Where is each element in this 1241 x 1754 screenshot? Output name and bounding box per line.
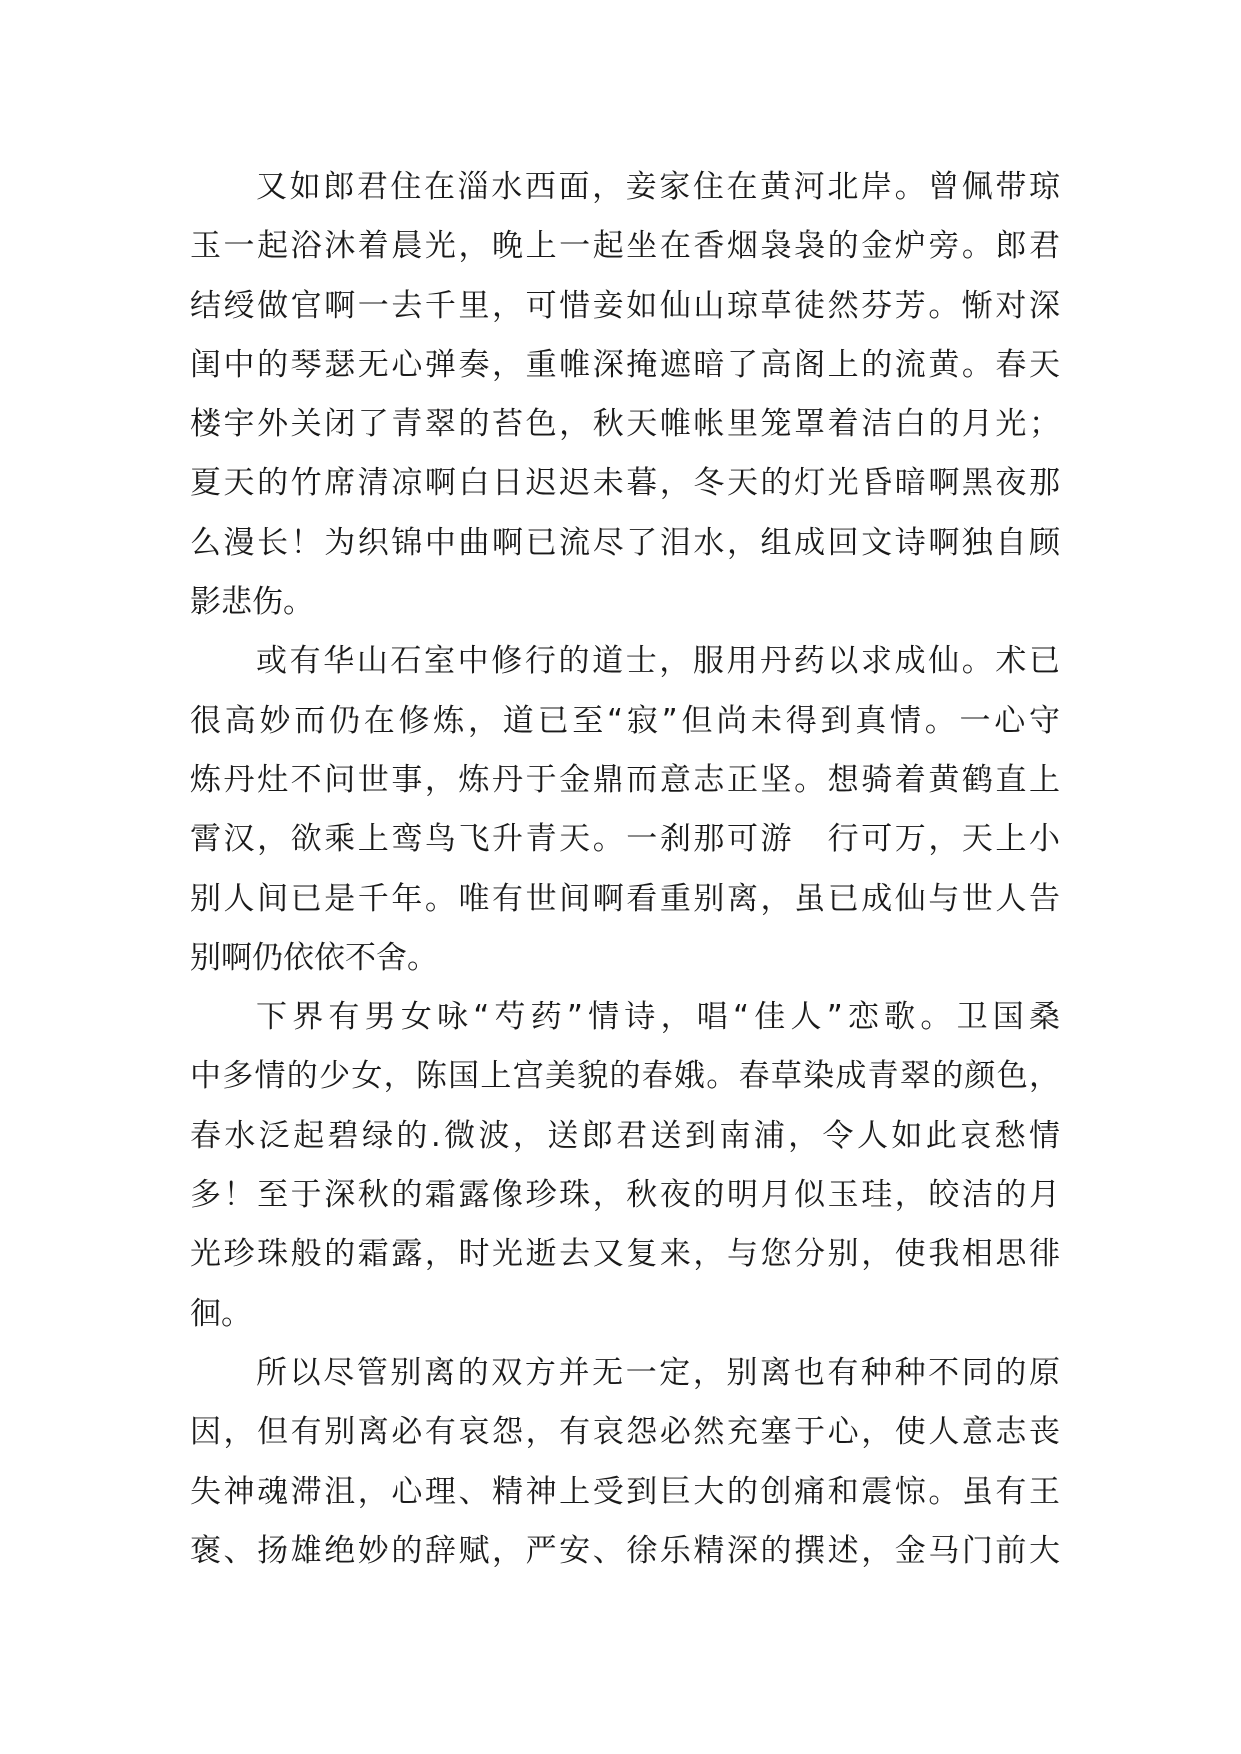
text-line: 失神魂滞沮，心理、精神上受到巨大的创痛和震惊。虽有王 xyxy=(190,1473,1060,1510)
paragraph-4 xyxy=(190,1344,1060,1581)
text-line: 徊。 xyxy=(190,1295,252,1332)
text-line: 光珍珠般的霜露，时光逝去又复来，与您分别，使我相思徘 xyxy=(190,1236,1060,1273)
text-line: 炼丹灶不问世事，炼丹于金鼎而意志正坚。想骑着黄鹤直上 xyxy=(190,761,1060,798)
text-line: 玉一起浴沐着晨光，晚上一起坐在香烟袅袅的金炉旁。郎君 xyxy=(190,228,1060,265)
text-line: 下界有男女咏“芍药”情诗，唱“佳人”恋歌。卫国桑 xyxy=(256,999,1060,1036)
text-line: 中多情的少女，陈国上宫美貌的春娥。春草染成青翠的颜色， xyxy=(190,1058,1060,1095)
text-line: 所以尽管别离的双方并无一定，别离也有种种不同的原 xyxy=(256,1354,1060,1391)
document-body xyxy=(190,158,1060,1581)
text-line: 影悲伤。 xyxy=(190,584,314,621)
text-line: 又如郎君住在淄水西面，妾家住在黄河北岸。曾佩带琼 xyxy=(256,169,1060,205)
text-line: 楼宇外关闭了青翠的苔色，秋天帷帐里笼罩着洁白的月光； xyxy=(190,406,1060,443)
paragraph-2 xyxy=(190,632,1060,988)
text-line: 或有华山石室中修行的道士，服用丹药以求成仙。术已 xyxy=(256,643,1060,680)
text-line: 结绶做官啊一去千里，可惜妾如仙山琼草徒然芬芳。惭对深 xyxy=(190,287,1060,324)
text-line: 闺中的琴瑟无心弹奏，重帷深掩遮暗了高阁上的流黄。春天 xyxy=(190,346,1060,383)
text-line: 多！至于深秋的霜露像珍珠，秋夜的明月似玉珪，皎洁的月 xyxy=(190,1177,1060,1214)
text-line: 春水泛起碧绿的.微波，送郎君送到南浦，令人如此哀愁情 xyxy=(190,1117,1060,1154)
text-line: 褒、扬雄绝妙的辞赋，严安、徐乐精深的撰述，金马门前大 xyxy=(190,1532,1060,1569)
paragraph-3 xyxy=(190,988,1060,1344)
text-line: 别人间已是千年。唯有世间啊看重别离，虽已成仙与世人告 xyxy=(190,880,1060,917)
text-line: 因，但有别离必有哀怨，有哀怨必然充塞于心，使人意志丧 xyxy=(190,1414,1060,1451)
paragraph-1 xyxy=(190,158,1060,632)
text-line: 别啊仍依依不舍。 xyxy=(190,939,438,976)
text-line: 么漫长！为织锦中曲啊已流尽了泪水，组成回文诗啊独自顾 xyxy=(190,524,1060,561)
text-line: 很高妙而仍在修炼，道已至“寂”但尚未得到真情。一心守 xyxy=(190,702,1060,739)
text-line: 夏天的竹席清凉啊白日迟迟未暮，冬天的灯光昏暗啊黑夜那 xyxy=(190,465,1060,502)
text-line: 霄汉，欲乘上鸾鸟飞升青天。一刹那可游 行可万，天上小 xyxy=(190,821,1060,858)
